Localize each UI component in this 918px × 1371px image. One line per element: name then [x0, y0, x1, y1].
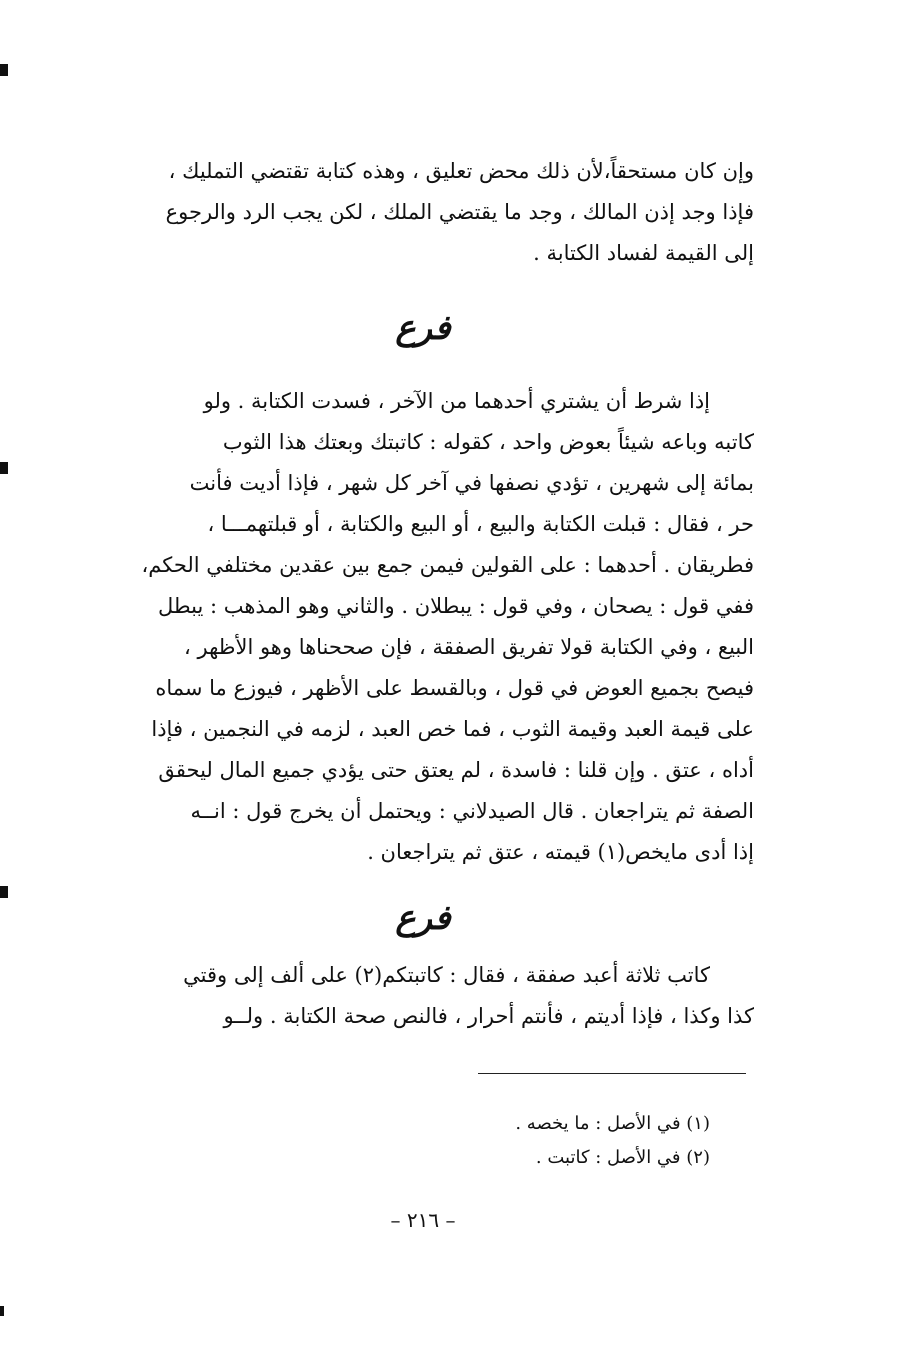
- scan-edge-mark: [0, 64, 8, 76]
- section-heading: فرع: [395, 898, 451, 938]
- scan-edge-mark: [0, 462, 8, 474]
- scan-edge-mark: [0, 1306, 4, 1316]
- text-line: الصفة ثم يتراجعان . قال الصيدلاني : ويحتمل أن يخرج قول : انــه: [190, 799, 754, 823]
- text-line: ففي قول : يصحان ، وفي قول : يبطلان . والثاني وهو المذهب : يبطل: [158, 594, 754, 618]
- text-line: كذا وكذا ، فإذا أديتم ، فأنتم أحرار ، فالنص صحة الكتابة . ولــو: [223, 1004, 754, 1028]
- text-line: فطريقان . أحدهما : على القولين فيمن جمع بين عقدين مختلفي الحكم،: [141, 553, 754, 577]
- text-line: كاتبه وباعه شيئاً بعوض واحد ، كقوله : كاتبتك وبعتك هذا الثوب: [222, 430, 754, 454]
- footnotes: [300, 1107, 710, 1175]
- scan-edge-mark: [0, 886, 8, 898]
- page-number: – ٢١٦ –: [390, 1208, 456, 1232]
- footnote-divider: [478, 1073, 746, 1074]
- section2-paragraph: [108, 955, 754, 1037]
- footnote: (٢) في الأصل : كاتبت .: [535, 1147, 710, 1168]
- text-line: كاتب ثلاثة أعبد صفقة ، فقال : كاتبتكم(٢) على ألف إلى وقتي: [183, 963, 710, 987]
- text-line: وإن كان مستحقاً،لأن ذلك محض تعليق ، وهذه كتابة تقتضي التمليك ،: [168, 159, 754, 183]
- text-line: على قيمة العبد وقيمة الثوب ، فما خص العبد ، لزمه في النجمين ، فإذا: [151, 717, 754, 741]
- text-line: فيصح بجميع العوض في قول ، وبالقسط على الأظهر ، فيوزع ما سماه: [155, 676, 754, 700]
- footnote: (١) في الأصل : ما يخصه .: [515, 1113, 710, 1134]
- text-line: إذا شرط أن يشتري أحدهما من الآخر ، فسدت الكتابة . ولو: [203, 389, 710, 413]
- text-line: فإذا وجد إذن المالك ، وجد ما يقتضي الملك ، لكن يجب الرد والرجوع: [165, 200, 754, 224]
- text-line: إلى القيمة لفساد الكتابة .: [533, 241, 754, 265]
- text-line: بمائة إلى شهرين ، تؤدي نصفها في آخر كل شهر ، فإذا أديت فأنت: [189, 471, 754, 495]
- text-line: البيع ، وفي الكتابة قولا تفريق الصفقة ، فإن صححناها وهو الأظهر ،: [184, 635, 754, 659]
- section-heading: فرع: [395, 308, 451, 348]
- text-line: أداه ، عتق . وإن قلنا : فاسدة ، لم يعتق حتى يؤدي جميع المال ليحقق: [158, 758, 754, 782]
- section1-paragraph: [108, 381, 754, 873]
- text-line: حر ، فقال : قبلت الكتابة والبيع ، أو البيع والكتابة ، أو قبلتهمـــا ،: [207, 512, 754, 536]
- text-line: إذا أدى مايخص(١) قيمته ، عتق ثم يتراجعان .: [367, 840, 754, 864]
- intro-paragraph: [108, 151, 754, 274]
